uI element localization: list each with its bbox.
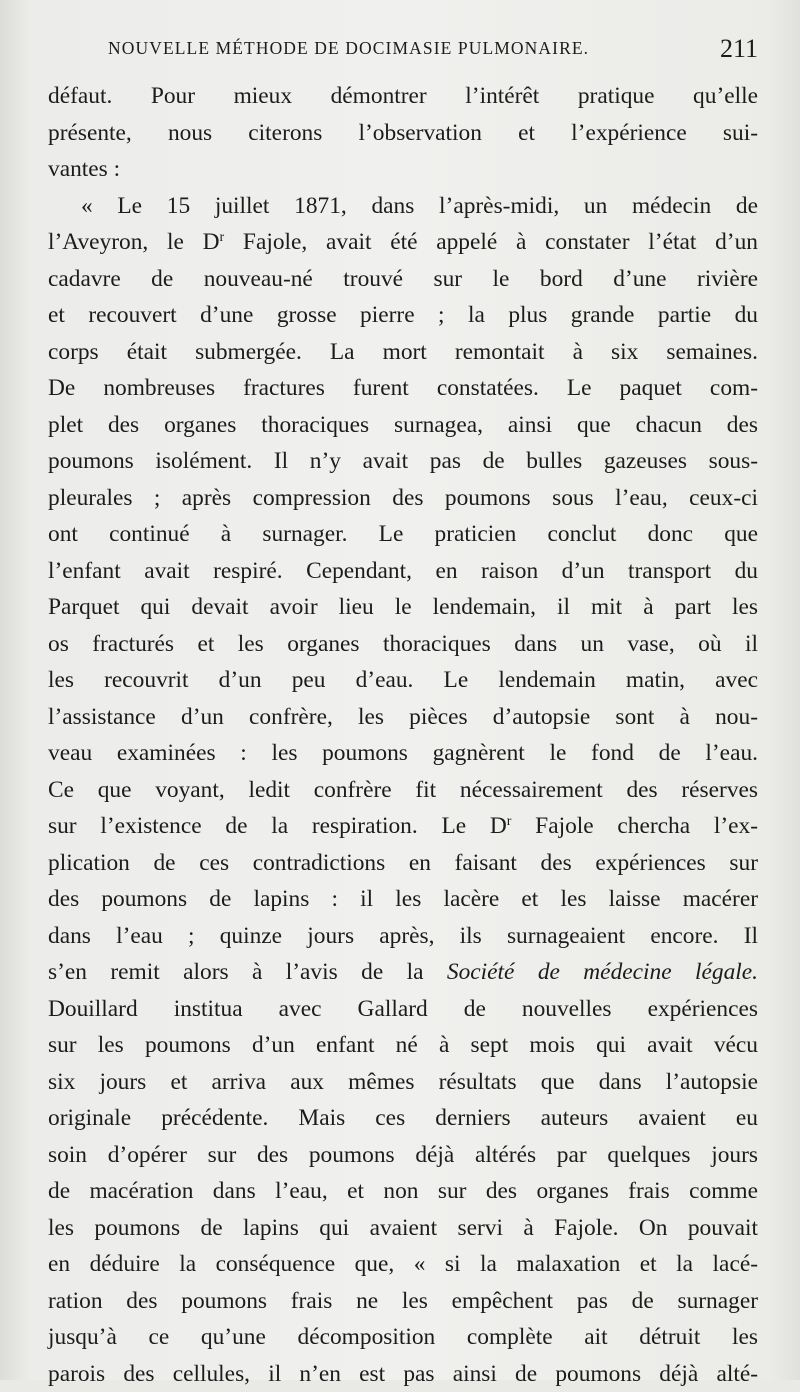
- text-line: soin d’opérer sur des poumons déjà altérés par quelques jours: [48, 1137, 758, 1174]
- text-fragment: Fajole chercha l’ex-: [511, 813, 758, 839]
- text-fragment: l’Aveyron, le D: [48, 229, 220, 255]
- text-line: l’assistance d’un confrère, les pièces d’autopsie sont à nou-: [48, 699, 758, 736]
- text-line: Douillard institua avec Gallard de nouvelles expériences: [48, 991, 758, 1028]
- text-line: les poumons de lapins qui avaient servi à Fajole. On pouvait: [48, 1210, 758, 1247]
- text-line: cadavre de nouveau-né trouvé sur le bord d’une rivière: [48, 261, 758, 298]
- text-line: plication de ces contradictions en faisant des expériences sur: [48, 845, 758, 882]
- text-line: ont continué à surnager. Le praticien conclut donc que: [48, 516, 758, 553]
- text-line: sur les poumons d’un enfant né à sept mois qui avait vécu: [48, 1027, 758, 1064]
- running-title: NOUVELLE MÉTHODE DE DOCIMASIE PULMONAIRE.: [108, 38, 589, 59]
- text-line: [48, 954, 758, 991]
- text-line: « Le 15 juillet 1871, dans l’après-midi, un médecin de: [48, 188, 758, 225]
- text-fragment: s’en remit alors à l’avis de la: [48, 959, 423, 985]
- text-line: Ce que voyant, ledit confrère fit nécessairement des réserves: [48, 772, 758, 809]
- text-line: l’enfant avait respiré. Cependant, en raison d’un transport du: [48, 553, 758, 590]
- word-space: [423, 959, 446, 985]
- text-line: Parquet qui devait avoir lieu le lendemain, il mit à part les: [48, 589, 758, 626]
- text-line: six jours et arriva aux mêmes résultats que dans l’autopsie: [48, 1064, 758, 1101]
- text-line: vantes :: [48, 151, 758, 188]
- body-text: [48, 78, 758, 1392]
- text-line: présente, nous citerons l’observation et l’expérience sui-: [48, 115, 758, 152]
- text-line: De nombreuses fractures furent constatées. Le paquet com-: [48, 370, 758, 407]
- text-line: [48, 808, 758, 845]
- text-line: os fracturés et les organes thoraciques dans un vase, où il: [48, 626, 758, 663]
- text-line: défaut. Pour mieux démontrer l’intérêt pratique qu’elle: [48, 78, 758, 115]
- text-line: originale précédente. Mais ces derniers auteurs avaient eu: [48, 1100, 758, 1137]
- text-line: corps était submergée. La mort remontait à six semaines.: [48, 334, 758, 371]
- italic-society-name: Société de médecine légale.: [447, 959, 758, 985]
- running-head: [50, 36, 758, 66]
- superscript: r: [507, 814, 512, 829]
- text-line: parois des cellules, il n’en est pas ainsi de poumons déjà alté-: [48, 1356, 758, 1392]
- text-line: [48, 224, 758, 261]
- text-fragment: sur l’existence de la respiration. Le D: [48, 813, 507, 839]
- text-line: et recouvert d’une grosse pierre ; la plus grande partie du: [48, 297, 758, 334]
- page-number: 211: [720, 34, 758, 64]
- text-line: plet des organes thoraciques surnagea, ainsi que chacun des: [48, 407, 758, 444]
- text-line: de macération dans l’eau, et non sur des organes frais comme: [48, 1173, 758, 1210]
- text-line: dans l’eau ; quinze jours après, ils surnageaient encore. Il: [48, 918, 758, 955]
- text-fragment: Fajole, avait été appelé à constater l’état d’un: [224, 229, 758, 255]
- text-line: des poumons de lapins : il les lacère et les laisse macérer: [48, 881, 758, 918]
- text-line: pleurales ; après compression des poumons sous l’eau, ceux-ci: [48, 480, 758, 517]
- text-line: poumons isolément. Il n’y avait pas de bulles gazeuses sous-: [48, 443, 758, 480]
- text-line: veau examinées : les poumons gagnèrent le fond de l’eau.: [48, 735, 758, 772]
- superscript: r: [220, 230, 225, 245]
- text-line: ration des poumons frais ne les empêchent pas de surnager: [48, 1283, 758, 1320]
- text-line: en déduire la conséquence que, « si la malaxation et la lacé-: [48, 1246, 758, 1283]
- text-line: les recouvrit d’un peu d’eau. Le lendemain matin, avec: [48, 662, 758, 699]
- text-line: jusqu’à ce qu’une décomposition complète ait détruit les: [48, 1319, 758, 1356]
